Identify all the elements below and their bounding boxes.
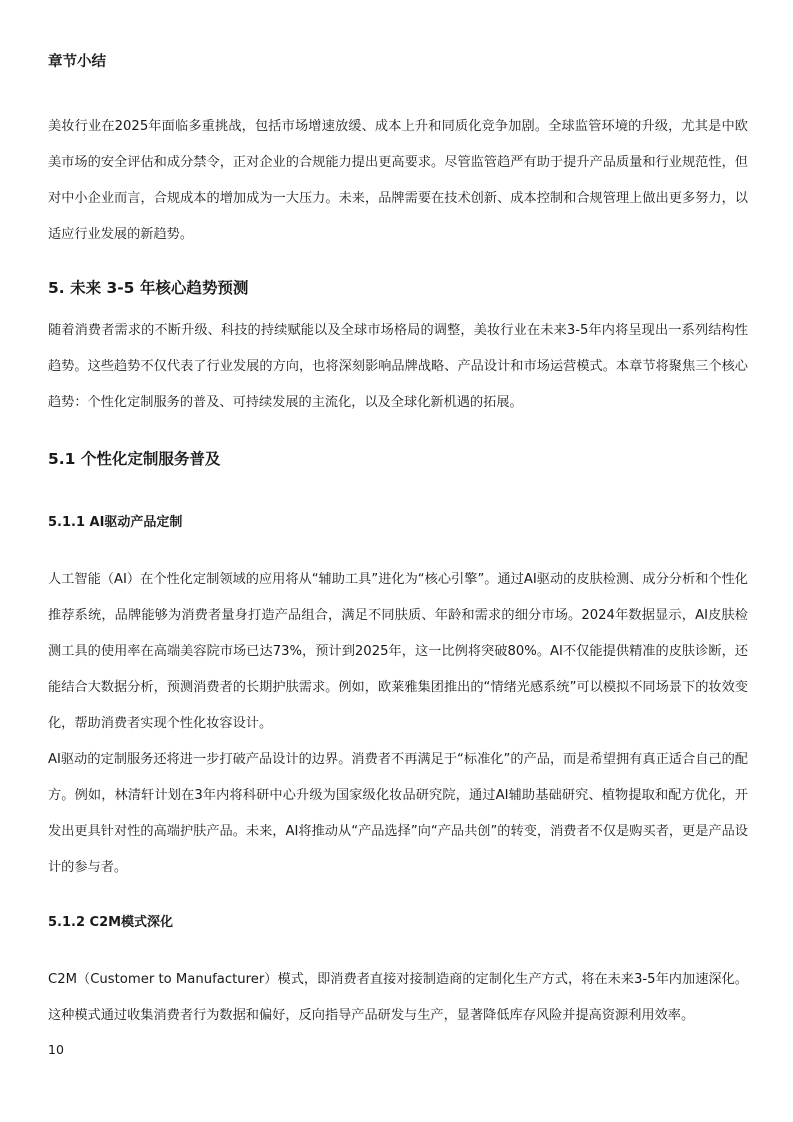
- section-summary-paragraph: 美妆行业在2025年面临多重挑战，包括市场增速放缓、成本上升和同质化竞争加剧。全球监管环境的升级，尤其是中欧美市场的安全评估和成分禁令，正对企业的合规能力提出更高要求。尽管监管趋严有助于提升产品质量和行业规范性，但对中小企业而言，合规成本的增加成为一大压力。未来，品牌需要在技术创新、成本控制和合规管理上做出更多努力，以适应行业发展的新趋势。: [48, 119, 748, 242]
- section-5-1-1-paragraph-1: 人工智能（AI）在个性化定制领域的应用将从“辅助工具”进化为“核心引擎”。通过AI驱动的皮肤检测、成分分析和个性化推荐系统，品牌能够为消费者量身打造产品组合，满足不同肤质、年龄和需求的细分市场。2024年数据显示，AI皮肤检测工具的使用率在高端美容院市场已达73%，预计到2025年，这一比例将突破80%。AI不仅能提供精准的皮肤诊断，还能结合大数据分析，预测消费者的长期护肤需求。例如，欧莱雅集团推出的“情绪光感系统”可以模拟不同场景下的妆效变化，帮助消费者实现个性化妆容设计。: [48, 572, 748, 731]
- section-5-heading: 5. 未来 3-5 年核心趋势预测: [48, 279, 249, 297]
- section-5-1-1-heading: 5.1.1 AI驱动产品定制: [48, 515, 183, 530]
- page-number: 10: [48, 1042, 64, 1057]
- section-5-1-1-paragraph-2: AI驱动的定制服务还将进一步打破产品设计的边界。消费者不再满足于“标准化”的产品，而是希望拥有真正适合自己的配方。例如，林清轩计划在3年内将科研中心升级为国家级化妆品研究院，通过AI辅助基础研究、植物提取和配方优化，开发出更具针对性的高端护肤产品。未来，AI将推动从“产品选择”向“产品共创”的转变，消费者不仅是购买者，更是产品设计的参与者。: [48, 752, 748, 875]
- section-5-1-heading: 5.1 个性化定制服务普及: [48, 450, 221, 468]
- section-5-1-2-heading: 5.1.2 C2M模式深化: [48, 915, 174, 930]
- section-summary-heading: 章节小结: [48, 54, 106, 70]
- section-5-paragraph: 随着消费者需求的不断升级、科技的持续赋能以及全球市场格局的调整，美妆行业在未来3-5年内将呈现出一系列结构性趋势。这些趋势不仅代表了行业发展的方向，也将深刻影响品牌战略、产品设计和市场运营模式。本章节将聚焦三个核心趋势：个性化定制服务的普及、可持续发展的主流化，以及全球化新机遇的拓展。: [48, 323, 748, 410]
- section-5-1-2-paragraph: C2M（Customer to Manufacturer）模式，即消费者直接对接制造商的定制化生产方式，将在未来3-5年内加速深化。这种模式通过收集消费者行为数据和偏好，反向指导产品研发与生产，显著降低库存风险并提高资源利用效率。: [48, 972, 748, 1023]
